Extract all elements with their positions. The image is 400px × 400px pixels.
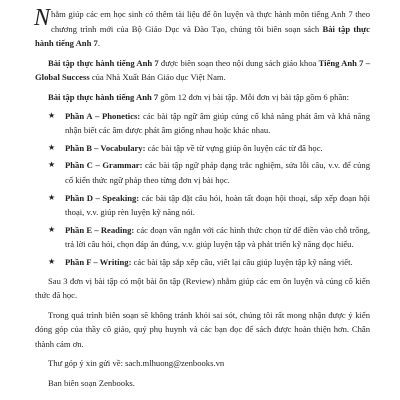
star-icon: ★ — [48, 110, 56, 120]
star-icon: ★ — [48, 142, 56, 152]
part-text: các bài tập ngữ âm giúp củng cố khả năng phát âm và khả năng nhận biết các âm được phát âm giống nhau hoặc khác nhau. — [65, 110, 370, 136]
part-label: Phần E – Reading: — [65, 224, 135, 235]
star-icon: ★ — [48, 160, 56, 170]
textbook-mid: được biên soạn theo nội dung sách giáo khoa — [158, 57, 319, 68]
list-item — [35, 109, 370, 138]
intro-book-title: Bài tập thực hành tiếng Anh 7 — [35, 23, 370, 49]
list-item — [35, 158, 370, 187]
list-item — [35, 255, 370, 270]
intro-text: hằm giúp các em học sinh có thêm tài liệu để ôn luyện và thực hành môn tiếng Anh 7 theo chương trình mới của Bộ Giáo Dục và Đào Tạo, chúng tôi biên soạn sách — [51, 9, 370, 34]
structure-text: gồm 12 đơn vị bài tập. Mỗi đơn vị bài tập gồm 6 phần: — [158, 91, 349, 102]
star-icon: ★ — [48, 192, 56, 202]
part-label: Phần F – Writing: — [65, 256, 132, 267]
textbook-end: của Nhà Xuất Bản Giáo dục Việt Nam. — [89, 72, 226, 83]
part-label: Phần A – Phonetics: — [65, 110, 141, 121]
part-label: Phần B – Vocabulary: — [65, 142, 146, 153]
contact-line: Thư góp ý xin gửi về: sach.mlhuong@zenbooks.vn — [48, 358, 225, 369]
star-icon: ★ — [48, 256, 56, 266]
part-text: các đoạn văn ngắn với các hình thức chọn từ để điền vào chỗ trống, trả lời câu hỏi, chọn đáp án đúng, v.v. giúp luyện tập và phát triển kỹ năng đọc hiểu. — [65, 224, 370, 250]
structure-paragraph — [35, 90, 370, 105]
part-label: Phần C – Grammar: — [65, 160, 143, 171]
drop-cap: N — [34, 5, 51, 31]
textbook-paragraph — [35, 56, 370, 85]
parts-list — [35, 109, 370, 270]
book-title-2: Bài tập thực hành tiếng Anh 7 — [48, 57, 159, 68]
book-title-3: Bài tập thực hành tiếng Anh 7 — [48, 91, 159, 102]
signature-line: Ban biên soạn Zenbooks. — [48, 378, 135, 389]
intro-end: . — [97, 38, 100, 49]
textbook-name: Tiếng Anh 7 – Global Success — [35, 57, 370, 83]
list-item — [35, 223, 370, 252]
star-icon: ★ — [48, 224, 56, 234]
part-text: các bài tập đặt câu hỏi, hoàn tất đoạn hội thoại, sắp xếp đoạn hội thoại, v.v. giúp rèn luyện kỹ năng nói. — [65, 192, 370, 218]
list-item — [35, 141, 370, 156]
thanks-paragraph: Trong quá trình biên soạn sẽ không tránh khỏi sai sót, chúng tôi rất mong nhận được ý kiến đóng góp của thầy cô giáo, quý phụ huynh và các bạn đọc để sách được hoàn thiện hơn. Chân thành cảm ơn. — [35, 309, 370, 349]
review-paragraph: Sau 3 đơn vị bài tập có một bài ôn tập (Review) nhằm giúp các em ôn luyện và củng cố kiến thức đã học. — [35, 275, 370, 301]
part-text: các bài tập ngữ pháp dạng trắc nghiệm, sửa lỗi câu, v.v. để củng cố kiến thức ngữ pháp theo từng đơn vị bài học. — [65, 160, 370, 185]
list-item — [35, 191, 370, 220]
part-text: các bài tập sắp xếp câu, viết lại câu giúp luyện tập kỹ năng viết. — [131, 256, 353, 267]
part-label: Phần D – Speaking: — [65, 192, 140, 203]
intro-paragraph — [35, 7, 370, 51]
part-text: các bài tập về từ vựng giúp ôn luyện các từ đã học. — [145, 142, 323, 153]
